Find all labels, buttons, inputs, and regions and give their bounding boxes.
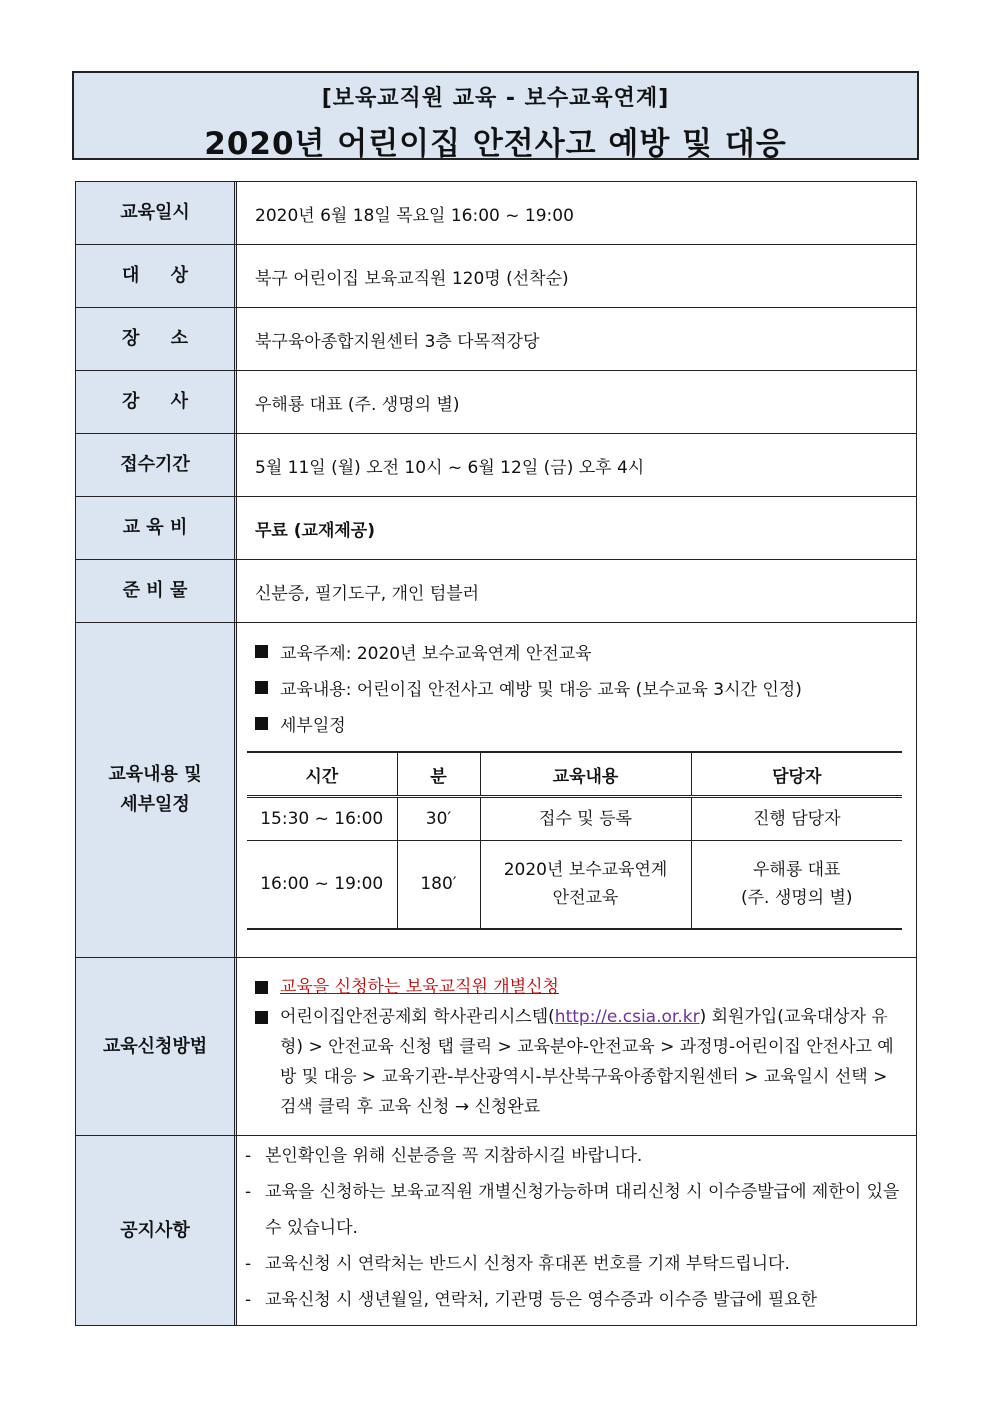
- schedule-header: 시간: [247, 752, 397, 797]
- info-value: 5월 11일 (월) 오전 10시 ~ 6월 12일 (금) 오후 4시: [255, 457, 645, 478]
- info-row-supplies: [76, 560, 916, 623]
- content-label: [76, 623, 237, 957]
- info-label: 장 소: [76, 308, 237, 370]
- schedule-content: 2020년 보수교육연계 안전교육: [480, 841, 691, 929]
- schedule-time: 16:00 ~ 19:00: [247, 841, 397, 929]
- info-value: 2020년 6월 18일 목요일 16:00 ~ 19:00: [255, 205, 574, 226]
- info-table: [75, 181, 917, 1326]
- apply-steps: 어린이집안전공제회 학사관리시스템(http://e.csia.or.kr) 회원가입(교육대상자 유형) > 안전교육 신청 탭 클릭 > 교육분야-안전교육 > 과정명-어린이집 안전사고 예방 및 대응 > 교육기관-부산광역시-부산북구육아종합지원센터 > 교육일시 선택 > 검색 클릭 후 교육 신청 → 신청완료: [280, 1007, 894, 1117]
- info-label: 대 상: [76, 245, 237, 307]
- square-bullet-icon: [255, 681, 268, 694]
- info-value: 우해룡 대표 (주. 생명의 별): [255, 394, 460, 415]
- notice-cell: [237, 1136, 916, 1325]
- info-row-target: [76, 245, 916, 308]
- content-label-line2: 세부일정: [120, 794, 190, 815]
- schedule-minutes: 30′: [397, 797, 480, 841]
- notice-item: - 교육신청 시 연락처는 반드시 신청자 휴대폰 번호를 기재 부탁드립니다.: [245, 1254, 790, 1274]
- content-row: [76, 623, 916, 958]
- bullet-item: 교육주제: 2020년 보수교육연계 안전교육: [247, 633, 902, 669]
- info-value: 신분증, 필기도구, 개인 텀블러: [255, 583, 480, 604]
- notice-item: - 본인확인을 위해 신분증을 꼭 지참하시길 바랍니다.: [245, 1146, 643, 1166]
- info-row-date: [76, 182, 916, 245]
- schedule-table: [247, 751, 902, 930]
- info-label: 접수기간: [76, 434, 237, 496]
- content-label-line1: 교육내용 및: [108, 764, 202, 785]
- schedule-header: 교육내용: [480, 752, 691, 797]
- content-cell: [237, 623, 916, 957]
- schedule-person: 우해룡 대표 (주. 생명의 별): [691, 841, 902, 929]
- apply-individual-note: 교육을 신청하는 보육교직원 개별신청: [280, 977, 559, 997]
- info-label: 교 육 비: [76, 497, 237, 559]
- info-row-place: [76, 308, 916, 371]
- schedule-header-row: [247, 752, 902, 797]
- header-subtitle: [보육교직원 교육 - 보수교육연계]: [321, 86, 670, 111]
- info-row-fee: [76, 497, 916, 560]
- info-value: 무료 (교재제공): [255, 520, 375, 541]
- square-bullet-icon: [255, 1011, 268, 1024]
- info-label: 강 사: [76, 371, 237, 433]
- notice-item: - 교육을 신청하는 보육교직원 개별신청가능하며 대리신청 시 이수증발급에 제한이 있을 수 있습니다.: [245, 1182, 900, 1238]
- info-label: 교육일시: [76, 182, 237, 244]
- schedule-row: [247, 797, 902, 841]
- apply-item: [255, 1002, 900, 1122]
- notice-label: 공지사항: [76, 1136, 237, 1325]
- bullet-item: 교육내용: 어린이집 안전사고 예방 및 대응 교육 (보수교육 3시간 인정): [247, 669, 902, 705]
- header-box: [72, 71, 919, 160]
- info-value: 북구육아종합지원센터 3층 다목적강당: [255, 331, 540, 352]
- apply-label: 교육신청방법: [76, 958, 237, 1135]
- info-row-registration-period: [76, 434, 916, 497]
- csia-link[interactable]: http://e.csia.or.kr: [554, 1007, 700, 1027]
- apply-cell: [237, 958, 916, 1135]
- info-row-instructor: [76, 371, 916, 434]
- square-bullet-icon: [255, 981, 268, 994]
- info-label: 준 비 물: [76, 560, 237, 622]
- apply-item: [255, 972, 900, 1002]
- info-value: 북구 어린이집 보육교직원 120명 (선착순): [255, 268, 569, 289]
- notice-item: - 교육신청 시 생년월일, 연락처, 기관명 등은 영수증과 이수증 발급에 필요한: [245, 1290, 818, 1310]
- bullet-item: 세부일정: [247, 705, 902, 741]
- schedule-header: 분: [397, 752, 480, 797]
- notice-row: [76, 1136, 916, 1325]
- schedule-row: [247, 841, 902, 929]
- schedule-content: 접수 및 등록: [480, 797, 691, 841]
- square-bullet-icon: [255, 645, 268, 658]
- schedule-header: 담당자: [691, 752, 902, 797]
- header-title: 2020년 어린이집 안전사고 예방 및 대응: [204, 126, 787, 162]
- apply-row: [76, 958, 916, 1136]
- schedule-time: 15:30 ~ 16:00: [247, 797, 397, 841]
- schedule-minutes: 180′: [397, 841, 480, 929]
- square-bullet-icon: [255, 717, 268, 730]
- schedule-person: 진행 담당자: [691, 797, 902, 841]
